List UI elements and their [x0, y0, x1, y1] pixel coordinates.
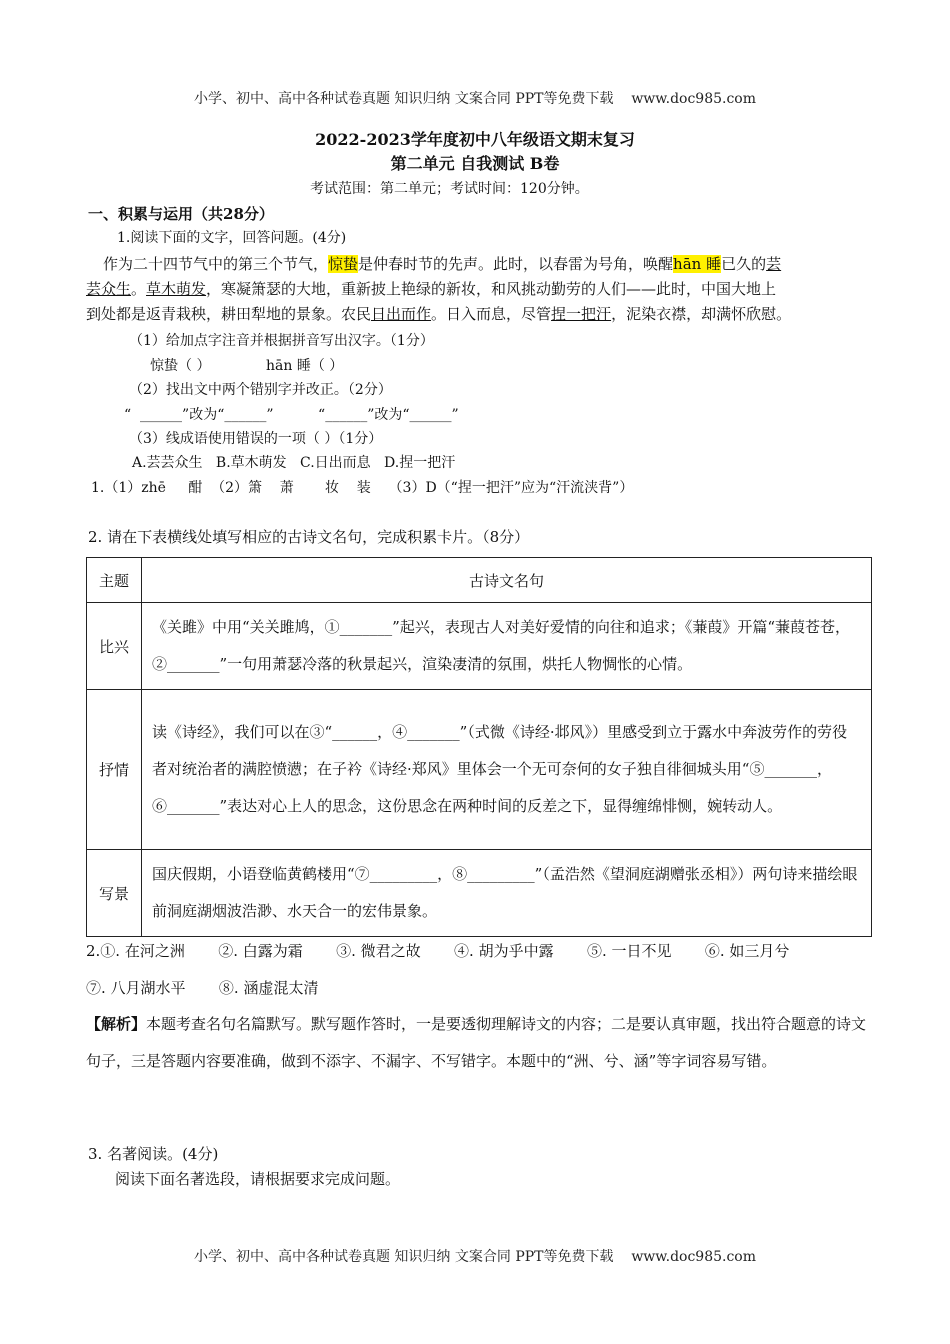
- q2-answer-line2: ⑦. 八月湖水平 ⑧. 涵虚混太清: [86, 979, 319, 997]
- q1-sub2-fill: “ ______”改为“______” “______”改为“______”: [124, 407, 459, 423]
- doc-title: 2022-2023学年度初中八年级语文期末复习: [315, 130, 635, 149]
- table-row: 比兴 《关雎》中用“关关雎鸠，①_______”起兴，表现古人对美好爱情的向往和追求；《蒹葭》开篇“蒹葭苍苍，②_______”一句用萧瑟冷落的秋景起兴，渲染凄清的氛围，烘托人物惆怅的心情。: [87, 603, 872, 690]
- q1-sub1-blank-b: hān 睡（ ）: [266, 358, 344, 374]
- q1-sub3: （3）线成语使用错误的一项（ ）（1分）: [129, 431, 383, 447]
- q1-sub2: （2）找出文中两个错别字并改正。（2分）: [129, 382, 392, 398]
- q1-passage-line3: 到处都是返青栽秧，耕田犁地的景象。农民日出而作。日入而息，尽管捏一把汗，泥染衣襟，却满怀欣慰。: [86, 305, 792, 323]
- q1-sub1-blank-a: 惊蛰（ ）: [150, 358, 211, 374]
- doc-subtitle: 第二单元 自我测试 B卷: [390, 154, 560, 173]
- q1-options: A.芸芸众生 B.草木萌发 C.日出而息 D.捏一把汗: [132, 455, 456, 471]
- footer-site: www.doc985.com: [631, 1249, 757, 1265]
- q3-instruction: 阅读下面名著选段，请根据要求完成问题。: [115, 1170, 401, 1188]
- q2-prompt: 2. 请在下表横线处填写相应的古诗文名句，完成积累卡片。（8分）: [88, 528, 530, 546]
- q2-answer-line1: 2.①. 在河之洲 ②. 白露为霜 ③. 微君之故 ④. 胡为乎中露 ⑤. 一日不见 ⑥. 如三月兮: [86, 942, 790, 960]
- exam-scope: 考试范围：第二单元；考试时间：120分钟。: [310, 181, 589, 197]
- q1-passage-line2: 芸众生。草木萌发，寒凝箫瑟的大地，重新披上艳绿的新妆，和风挑动勤劳的人们——此时，中国大地上: [86, 280, 777, 298]
- col-theme-header: 主题: [87, 558, 142, 603]
- highlight-jingzhe: 惊蛰: [328, 255, 359, 273]
- table-row: 写景 国庆假期，小语登临黄鹤楼用“⑦_________，⑧_________”（孟浩然《望洞庭湖赠张丞相》）两句诗来描绘眼前洞庭湖烟波浩渺、水天合一的宏伟景象。: [87, 850, 872, 937]
- poem-table: [86, 557, 872, 937]
- page-header: [0, 88, 950, 108]
- section-heading: 一、积累与运用（共28分）: [88, 205, 274, 223]
- header-site: www.doc985.com: [631, 91, 757, 107]
- q1-passage-line1: 作为二十四节气中的第三个节气，惊蛰是仲春时节的先声。此时，以春雷为号角，唤醒hān 睡已久的芸: [103, 255, 782, 273]
- q1-sub1: （1）给加点字注音并根据拼音写出汉字。（1分）: [129, 333, 434, 349]
- col-poem-header: 古诗文名句: [142, 558, 872, 603]
- footer-text: 小学、初中、高中各种试卷真题 知识归纳 文案合同 PPT等免费下载: [193, 1249, 614, 1265]
- table-header-row: [87, 558, 872, 603]
- q1-answer: 1.（1）zhē 酣 （2）箫 萧 妆 装 （3）D（“捏一把汗”应为“汗流浃背”）: [91, 480, 634, 496]
- q1-prompt: 1.阅读下面的文字，回答问题。(4分): [117, 230, 347, 246]
- q3-prompt: 3. 名著阅读。(4分): [88, 1145, 219, 1163]
- header-text: 小学、初中、高中各种试卷真题 知识归纳 文案合同 PPT等免费下载: [193, 91, 614, 107]
- page-footer: [0, 1246, 950, 1266]
- q2-analysis: 【解析】本题考查名句名篇默写。默写题作答时，一是要透彻理解诗文的内容；二是要认真审题，找出符合题意的诗文句子，三是答题内容要准确，做到不添字、不漏字、不写错字。本题中的“洲、兮、涵”等字词容易写错。: [86, 1015, 867, 1070]
- highlight-hanshui: hān 睡: [673, 255, 722, 273]
- table-row: 抒情 读《诗经》，我们可以在③“______，④_______”（式微《诗经·邶风》）里感受到立于露水中奔波劳作的劳役者对统治者的满腔愤懑；在子衿《诗经·郑风》里体会一个无可奈何的女子独自徘徊城头用“⑤_______，⑥_______”表达对心上人的思念，这份思念在两种时间的反差之下，显得缠绵悱恻，婉转动人。: [87, 690, 872, 850]
